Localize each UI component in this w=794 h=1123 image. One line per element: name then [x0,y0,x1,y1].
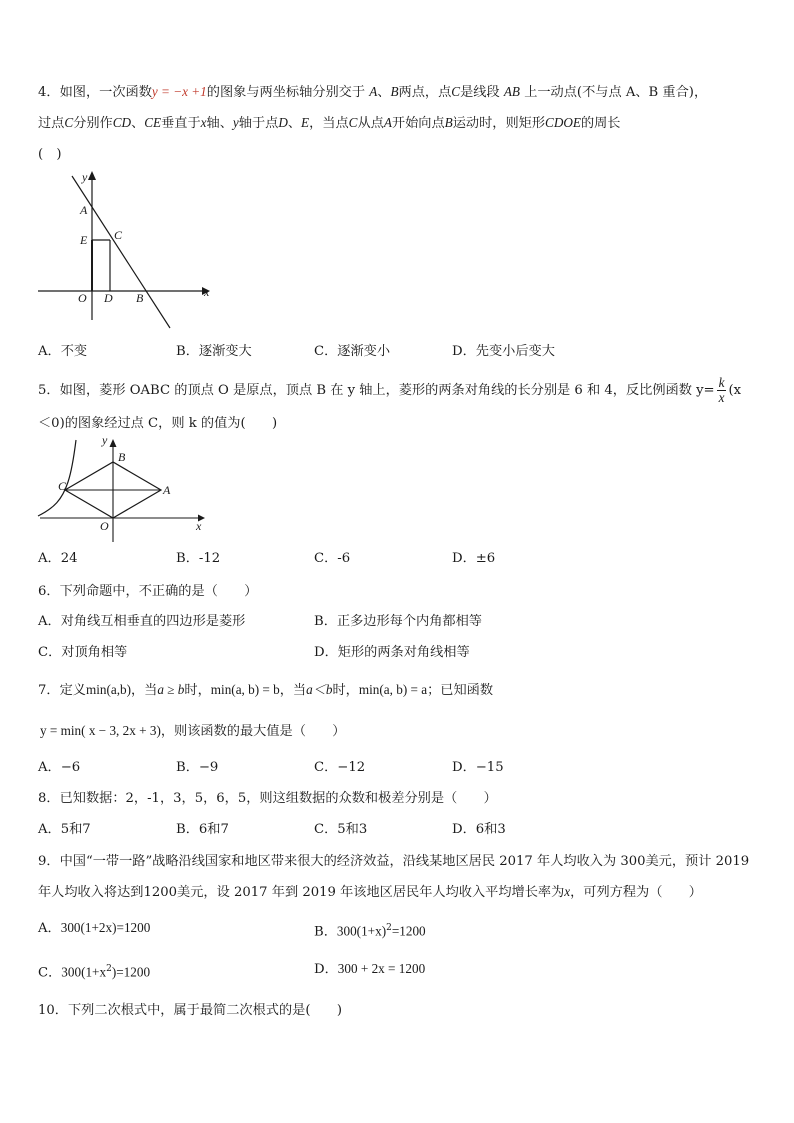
q7-function: y = min( x − 3, 2x + 3) [40,723,161,738]
q5-frac-denominator: x [718,390,725,405]
q7-stem-line1 [38,680,493,701]
q4-y: y [232,115,239,130]
q9-option-d[interactable] [314,959,425,980]
q4-stem-line1 [38,82,707,103]
q5-fig-label-c: C [58,479,67,493]
q4-fig-label-b: B [136,291,144,305]
q9-option-sup: 2 [106,964,112,974]
q8-option-c[interactable]: C．5和3 [314,822,368,837]
q5-frac-numerator: k [718,375,725,390]
q7-text: ，则该函数的最大值是（ ） [160,724,346,739]
q7-res2: min(a, b) = a [358,682,428,697]
q9-var-x: x [564,884,571,899]
q4-text: 轴、 [206,116,233,131]
q9-option-tail: )=1200 [111,964,151,980]
q4-fig-label-a: A [80,203,88,217]
q4-x: x [200,115,207,130]
q5-fig-label-y: y [102,433,108,447]
q7-text: 时， [184,683,211,698]
q6-option-a[interactable]: A．对角线互相垂直的四边形是菱形 [38,614,246,629]
q4-text: 运动时，则矩形 [452,116,546,131]
q5-figure [32,434,212,544]
q8-stem: 8．已知数据：2，-1，3，5，6，5，则这组数据的众数和极差分别是（ ） [38,791,497,806]
q9-option-a[interactable] [38,918,150,939]
q5-hyperbola [38,440,76,516]
q4-text: 开始向点 [391,116,445,131]
q10-stem: 10．下列二次根式中，属于最简二次根式的是( ) [38,1003,343,1018]
q4-rect-cdoe: CDOE [545,115,581,130]
q7-text: 7．定义 [38,683,86,698]
q4-fig-label-c: C [114,228,123,242]
q5-y-arrow [110,439,117,447]
q9-text: 年人均收入将达到1200美元，设 2017 年到 2019 年该地区居民年人均收入平均增长率为 [38,885,565,900]
q4-text: 垂直于 [161,116,201,131]
q4-text: ，当点 [309,116,349,131]
q4-option-a[interactable]: A．不变 [38,344,88,359]
q9-option-label: C． [38,965,62,981]
q6-option-b[interactable]: B．正多边形每个内角都相等 [314,614,482,629]
q4-text: 过点 [38,116,65,131]
q4-sep: 、 [377,85,391,100]
q4-segment-ce: CE [144,115,162,130]
q8-option-b[interactable]: B．6和7 [176,822,229,837]
q5-fig-label-o: O [100,519,109,533]
q9-option-expr: 300 + 2x = 1200 [337,961,426,976]
q4-answer-paren: ( ) [38,147,62,162]
q9-option-expr: 300(1+x) [336,923,387,939]
q9-stem-line1: 9．中国“一带一路”战略沿线国家和地区带来很大的经济效益，沿线某地区居民 2017 年人均收入为 300美元，预计 2019 [38,854,750,869]
q5-option-b[interactable]: B．-12 [176,551,221,566]
q5-fig-label-b: B [118,450,126,464]
q5-option-c[interactable]: C．-6 [314,551,351,566]
q7-option-c[interactable]: C．−12 [314,760,366,775]
q4-point-e: E [301,115,310,130]
q4-fig-label-x: x [204,285,210,299]
q5-stem-line2: ＜0)的图象经过点 C，则 k 的值为( ) [38,416,278,431]
q9-option-label: B． [314,924,337,940]
q4-stem-line2 [38,113,621,134]
q7-text: ，当 [279,683,307,698]
q4-fig-label-d: D [104,291,113,305]
q9-option-c[interactable] [38,959,150,983]
q4-point-a: A [383,115,392,130]
q4-fig-label-o: O [78,291,87,305]
q5-fig-label-x: x [196,519,202,533]
q4-option-b[interactable]: B．逐渐变大 [176,344,252,359]
q4-text: 两点，点 [398,85,452,100]
q7-res1: min(a, b) = b [210,682,280,697]
q4-option-d[interactable]: D．先变小后变大 [452,344,555,359]
q6-stem: 6．下列命题中，不正确的是（ ） [38,584,258,599]
q7-option-a[interactable]: A．−6 [38,760,81,775]
q4-text: 是线段 [460,85,500,100]
q8-option-a[interactable]: A．5和7 [38,822,91,837]
q7-option-d[interactable]: D．−15 [452,760,504,775]
q9-text: ，可列方程为（ ） [570,885,702,900]
q9-option-b[interactable] [314,918,426,942]
q4-segment-ab: AB [503,84,520,99]
q7-min-def: min(a,b) [85,682,131,697]
q7-stem-line2 [40,721,345,742]
q4-text: 4．如图，一次函数 [38,85,152,100]
q4-text: 的图象与两坐标轴分别交于 [206,85,366,100]
q4-segment-cd: CD [112,115,132,130]
q9-option-expr: 300(1+2x)=1200 [60,920,151,935]
q9-option-label: D． [314,962,338,977]
q5-fig-label-a: A [163,483,171,497]
q4-point-b: B [390,84,399,99]
q9-stem-line2 [38,882,702,903]
q4-point-d: D [278,115,288,130]
q4-fig-label-e: E [80,233,88,247]
q5-option-d[interactable]: D．±6 [452,551,496,566]
q4-line-ab [72,176,170,328]
q8-option-d[interactable]: D．6和3 [452,822,506,837]
q4-text: 轴于点 [238,116,279,131]
q7-text: ，当 [131,683,158,698]
q7-text: 时， [332,683,359,698]
q4-text: 的周长 [580,116,621,131]
q4-sep: 、 [131,116,145,131]
q7-cond2: a＜b [306,682,333,697]
q4-equation: y = −x +1 [151,84,207,99]
q9-option-tail: =1200 [391,923,426,939]
q5-text: 5．如图，菱形 OABC 的顶点 O 是原点，顶点 B 在 y 轴上，菱形的两条对角线的长分别是 6 和 4，反比例函数 y= [38,383,715,398]
q4-y-arrow [88,171,96,180]
q4-point-a: A [369,84,378,99]
q4-text: 从点 [357,116,384,131]
q4-point-c: C [348,115,358,130]
q5-option-a[interactable]: A．24 [38,551,78,566]
q9-option-sup: 2 [386,923,392,933]
q4-point-b: B [444,115,453,130]
q7-text: ；已知函数 [427,683,494,698]
q7-cond1: a ≥ b [157,682,185,697]
q4-sep: 、 [287,116,302,131]
q4-fig-label-y: y [82,170,88,184]
q5-fraction-k-over-x [717,376,727,405]
q4-text: 上一动点(不与点 A、B 重合)， [524,85,708,100]
q4-point-c: C [451,84,461,99]
q4-point-c: C [64,115,74,130]
q9-option-expr: 300(1+x [61,964,107,980]
q9-option-label: A． [38,921,61,936]
q6-option-c[interactable]: C．对顶角相等 [38,645,128,660]
q4-option-c[interactable]: C．逐渐变小 [314,344,391,359]
q4-text: 分别作 [73,116,113,131]
q4-figure [30,168,220,338]
q6-option-d[interactable]: D．矩形的两条对角线相等 [314,645,470,660]
q5-text: (x [728,383,742,398]
q5-stem-line1 [38,376,741,405]
q7-option-b[interactable]: B．−9 [176,760,219,775]
